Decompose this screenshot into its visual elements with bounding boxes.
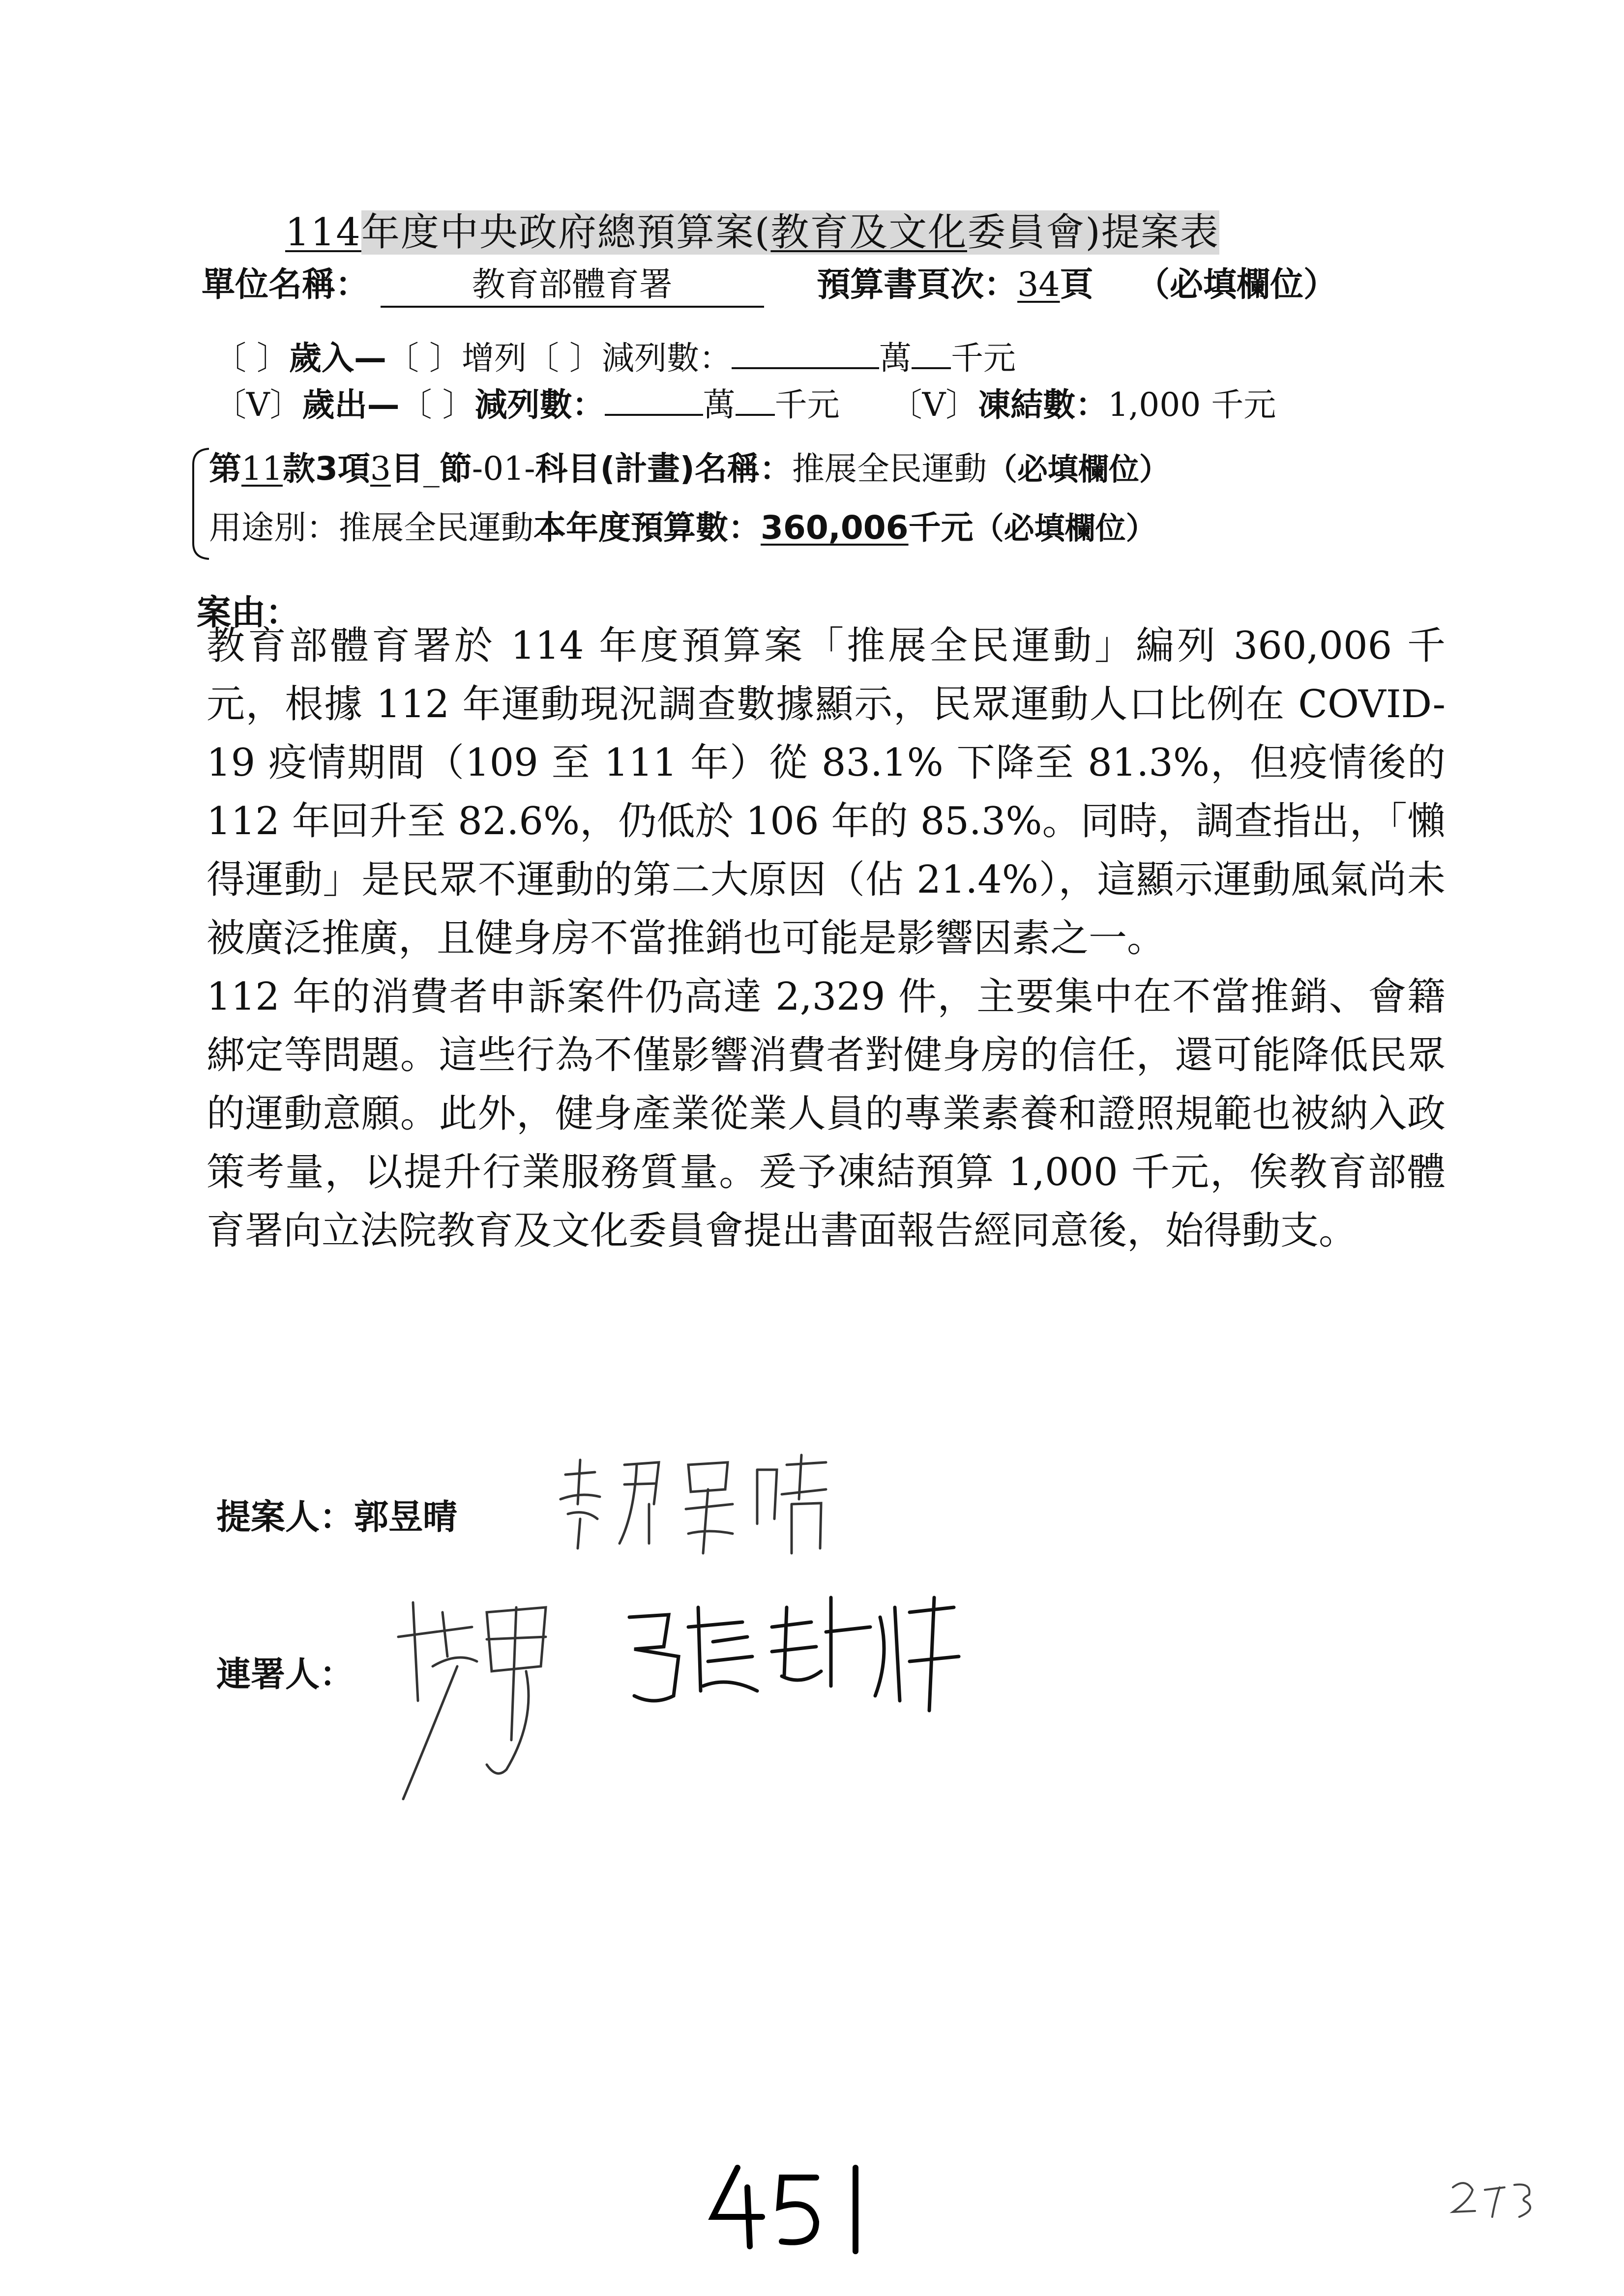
proposer-row bbox=[216, 1489, 457, 1539]
title-year: 114 bbox=[285, 210, 361, 255]
reason-label: 案由： bbox=[197, 592, 300, 633]
expenditure-check2: 〔 〕 bbox=[399, 386, 475, 424]
item-jie: 節 bbox=[439, 450, 472, 488]
usage-label: 用途別： bbox=[209, 509, 339, 547]
item-mu-value: 3 bbox=[370, 450, 391, 488]
cosigner-signature-2-image bbox=[615, 1588, 969, 1725]
unit-value: 教育部體育署 bbox=[381, 258, 764, 308]
expenditure-wan: 萬 bbox=[703, 386, 736, 424]
usage-row bbox=[209, 501, 1156, 548]
title-suffix: 委員會)提案表 bbox=[967, 210, 1219, 255]
item-di: 第 bbox=[209, 450, 241, 488]
page-number-center-image bbox=[703, 2158, 890, 2256]
page-number-right-image bbox=[1446, 2173, 1544, 2222]
item-required: （必填欄位） bbox=[986, 451, 1170, 487]
cosigner-signature-1-image bbox=[388, 1593, 575, 1829]
budget-value: 360,006 bbox=[761, 509, 909, 547]
item-xiang: 項 bbox=[337, 450, 370, 488]
item-row bbox=[209, 442, 1170, 489]
page-label: 預算書頁次： bbox=[817, 265, 1018, 304]
freeze-label: 凍結數： bbox=[978, 386, 1108, 424]
unit-row bbox=[202, 258, 1337, 308]
item-ke-value: -01- bbox=[472, 450, 535, 488]
usage-required: （必填欄位） bbox=[973, 510, 1156, 546]
item-ke: 科目(計畫)名稱： bbox=[535, 450, 792, 488]
cosigner-label: 連署人： bbox=[216, 1654, 354, 1694]
reason-paragraph-2: 112 年的消費者申訴案件仍高達 2,329 件，主要集中在不當推銷、會籍綁定等問題。這些行為不僅影響消費者對健身房的信任，還可能降低民眾的運動意願。此外，健身產業從業人員的專業素養和證照規範也被納入政策考量，以提升行業服務質量。爰予凍結預算 1,000 千元，俟教育部體育署向立法院教育及文化委員會提出書面報告經同意後，始得動支。 bbox=[207, 975, 1446, 1253]
title-prefix: 年度中央政府總預算案( bbox=[361, 210, 771, 255]
revenue-increase: 增列 bbox=[461, 339, 527, 377]
proposer-label: 提案人： bbox=[216, 1497, 354, 1537]
freeze-check: 〔V〕 bbox=[889, 386, 978, 424]
item-xiang-value: 3 bbox=[315, 450, 338, 488]
revenue-check: 〔 〕 bbox=[214, 339, 289, 377]
revenue-row bbox=[214, 332, 1016, 378]
expenditure-label: 歲出— bbox=[302, 386, 400, 424]
item-mu: 目 bbox=[390, 450, 423, 488]
item-kuan: 款 bbox=[282, 450, 315, 488]
expenditure-decrease: 減列數： bbox=[474, 386, 605, 424]
reason-paragraph-1: 教育部體育署於 114 年度預算案「推展全民運動」編列 360,006 千元，根據 112 年運動現況調查數據顯示，民眾運動人口比例在 COVID-19 疫情期間（109 至 111 年）從 83.1% 下降至 81.3%，但疫情後的 112 年回升至 82.6%，仍低於 106 年的 85.3%。同時，調查指出，「懶得運動」是民眾不運動的第二大原因（佔 21.4%），這顯示運動風氣尚未被廣泛推廣，且健身房不當推銷也可能是影響因素之一。 bbox=[207, 624, 1446, 960]
freeze-value: 1,000 千元 bbox=[1108, 386, 1276, 424]
reason-body bbox=[207, 617, 1446, 1260]
item-name: 推展全民運動 bbox=[792, 450, 987, 488]
page-title bbox=[285, 202, 1219, 257]
expenditure-qian: 千元 bbox=[774, 386, 840, 424]
unit-label: 單位名稱： bbox=[202, 265, 369, 304]
budget-label: 本年度預算數： bbox=[533, 509, 761, 547]
proposer-name: 郭昱晴 bbox=[354, 1497, 457, 1537]
expenditure-row bbox=[214, 378, 1276, 425]
title-committee: 教育及文化 bbox=[770, 210, 968, 255]
proposer-signature-image bbox=[551, 1445, 836, 1563]
revenue-qian: 千元 bbox=[950, 339, 1016, 377]
revenue-decrease: 減列數： bbox=[601, 339, 732, 377]
page-value: 34 bbox=[1017, 265, 1060, 304]
expenditure-check: 〔V〕 bbox=[214, 386, 302, 424]
revenue-wan: 萬 bbox=[879, 339, 912, 377]
item-jie-value: _ bbox=[423, 450, 440, 488]
item-kuan-value: 11 bbox=[241, 450, 283, 488]
revenue-check2: 〔 〕 bbox=[386, 339, 462, 377]
revenue-label: 歲入— bbox=[289, 339, 386, 377]
usage-value: 推展全民運動 bbox=[339, 509, 533, 547]
budget-unit: 千元 bbox=[908, 509, 974, 547]
unit-required: （必填欄位） bbox=[1136, 265, 1337, 304]
page-unit: 頁 bbox=[1060, 265, 1093, 304]
revenue-check3: 〔 〕 bbox=[526, 339, 602, 377]
